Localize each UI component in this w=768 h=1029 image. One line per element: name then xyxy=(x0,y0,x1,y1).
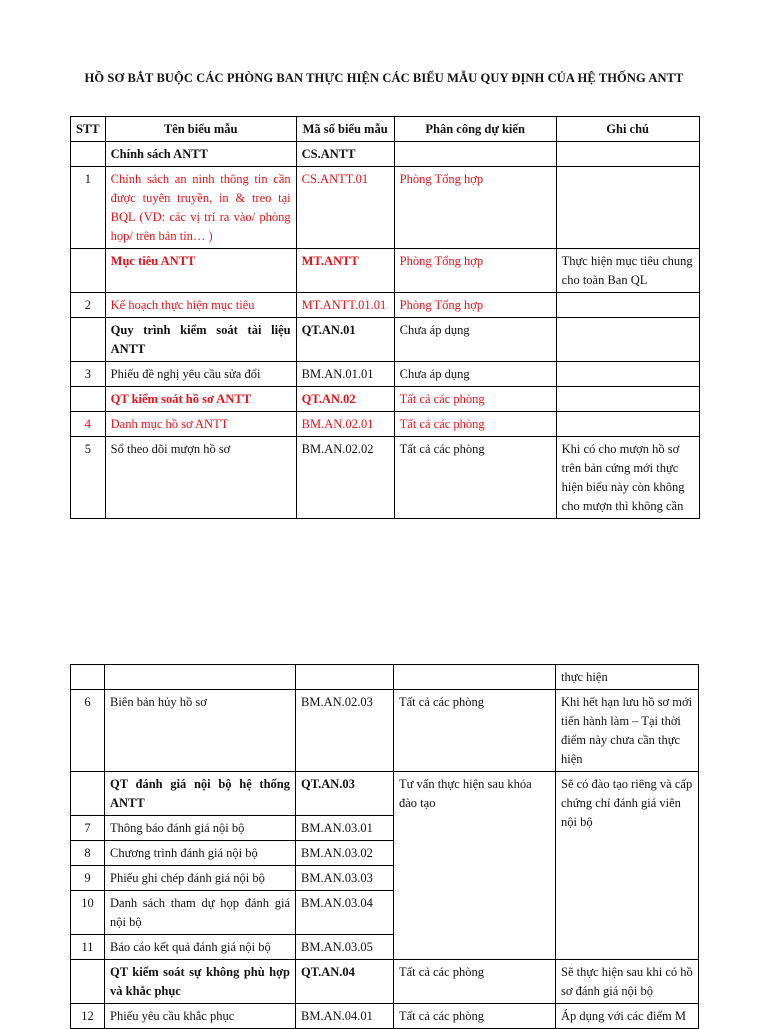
table-row xyxy=(71,1004,699,1029)
cell-assignment: Phòng Tổng hợp xyxy=(394,249,556,293)
cell-assignment: Tất cả các phòng xyxy=(394,690,556,772)
table-row xyxy=(71,167,700,249)
cell-note xyxy=(556,293,699,318)
cell-stt xyxy=(71,772,105,816)
cell-stt: 7 xyxy=(71,816,105,841)
cell-assignment: Tư vấn thực hiện sau khóa đào tạo xyxy=(394,772,556,960)
forms-table-part-2 xyxy=(70,664,699,1029)
cell-form-code xyxy=(296,665,394,690)
cell-form-code: BM.AN.03.04 xyxy=(296,891,394,935)
cell-form-code: BM.AN.03.02 xyxy=(296,841,394,866)
cell-note xyxy=(556,167,699,249)
cell-form-name: Biên bản hủy hồ sơ xyxy=(105,690,296,772)
cell-form-name: Quy trình kiểm soát tài liệu ANTT xyxy=(105,318,296,362)
cell-form-name: Phiếu yêu cầu khắc phục xyxy=(105,1004,296,1029)
table-row xyxy=(71,412,700,437)
table-header-row xyxy=(71,117,700,142)
cell-note xyxy=(556,412,699,437)
cell-form-name: Kế hoạch thực hiện mục tiêu xyxy=(105,293,296,318)
cell-form-code: CS.ANTT.01 xyxy=(296,167,394,249)
cell-assignment: Tất cả các phòng xyxy=(394,960,556,1004)
cell-form-name: Danh mục hồ sơ ANTT xyxy=(105,412,296,437)
cell-note xyxy=(556,387,699,412)
table-row xyxy=(71,387,700,412)
cell-assignment: Tất cả các phòng xyxy=(394,1004,556,1029)
cell-assignment: Chưa áp dụng xyxy=(394,318,556,362)
table-row xyxy=(71,362,700,387)
cell-form-code: MT.ANTT.01.01 xyxy=(296,293,394,318)
table-row xyxy=(71,665,699,690)
cell-form-name: Phiếu đề nghị yêu cầu sửa đổi xyxy=(105,362,296,387)
cell-note: Thực hiện mục tiêu chung cho toàn Ban QL xyxy=(556,249,699,293)
cell-form-code: QT.AN.01 xyxy=(296,318,394,362)
cell-stt: 4 xyxy=(71,412,106,437)
header-note: Ghi chú xyxy=(556,117,699,142)
cell-stt: 6 xyxy=(71,690,105,772)
cell-stt xyxy=(71,960,105,1004)
cell-form-name: Báo cáo kết quả đánh giá nội bộ xyxy=(105,935,296,960)
cell-stt: 2 xyxy=(71,293,106,318)
cell-assignment xyxy=(394,665,556,690)
cell-stt: 3 xyxy=(71,362,106,387)
cell-stt xyxy=(71,387,106,412)
cell-note xyxy=(556,142,699,167)
cell-stt xyxy=(71,318,106,362)
cell-stt xyxy=(71,142,106,167)
table-row xyxy=(71,249,700,293)
cell-note: Khi hết hạn lưu hồ sơ mới tiến hành làm – Tại thời điểm này chưa cần thực hiện xyxy=(556,690,699,772)
table-row xyxy=(71,690,699,772)
cell-note: thực hiện xyxy=(556,665,699,690)
cell-form-code: BM.AN.03.05 xyxy=(296,935,394,960)
table-row xyxy=(71,772,699,816)
cell-assignment: Phòng Tổng hợp xyxy=(394,293,556,318)
cell-assignment: Tất cả các phòng xyxy=(394,387,556,412)
cell-form-code: BM.AN.04.01 xyxy=(296,1004,394,1029)
cell-form-name: QT kiểm soát sự không phù hợp và khắc phục xyxy=(105,960,296,1004)
table-row xyxy=(71,293,700,318)
cell-form-code: BM.AN.03.03 xyxy=(296,866,394,891)
cell-form-name: Mục tiêu ANTT xyxy=(105,249,296,293)
cell-note: Khi có cho mượn hồ sơ trên bản cứng mới thực hiện biểu này còn không cho mượn thì không cần xyxy=(556,437,699,519)
cell-form-code: QT.AN.02 xyxy=(296,387,394,412)
cell-stt: 12 xyxy=(71,1004,105,1029)
cell-note: Sẽ thực hiện sau khi có hồ sơ đánh giá nội bộ xyxy=(556,960,699,1004)
cell-form-code: MT.ANTT xyxy=(296,249,394,293)
cell-form-name: Chính sách ANTT xyxy=(105,142,296,167)
cell-assignment xyxy=(394,142,556,167)
header-stt: STT xyxy=(71,117,106,142)
cell-form-name: QT đánh giá nội bộ hệ thống ANTT xyxy=(105,772,296,816)
cell-note: Sẽ có đào tạo riêng và cấp chứng chỉ đánh giá viên nội bộ xyxy=(556,772,699,960)
cell-form-code: BM.AN.03.01 xyxy=(296,816,394,841)
table-row xyxy=(71,960,699,1004)
cell-form-name: Chính sách an ninh thông tin cần được tuyên truyền, in & treo tại BQL (VD: các vị trí ra vào/ phòng họp/ trên bản tin… ) xyxy=(105,167,296,249)
cell-stt xyxy=(71,665,105,690)
cell-form-code: QT.AN.04 xyxy=(296,960,394,1004)
cell-stt: 10 xyxy=(71,891,105,935)
cell-form-name: Thông báo đánh giá nội bộ xyxy=(105,816,296,841)
cell-form-name: Chương trình đánh giá nội bộ xyxy=(105,841,296,866)
cell-assignment: Tất cả các phòng xyxy=(394,437,556,519)
table-row xyxy=(71,437,700,519)
header-form-code: Mã số biểu mẫu xyxy=(296,117,394,142)
cell-form-name: Phiếu ghi chép đánh giá nội bộ xyxy=(105,866,296,891)
forms-table-part-1 xyxy=(70,116,700,519)
cell-form-code: BM.AN.02.03 xyxy=(296,690,394,772)
cell-note: Áp dụng với các điểm M xyxy=(556,1004,699,1029)
header-form-name: Tên biểu mẫu xyxy=(105,117,296,142)
cell-stt: 9 xyxy=(71,866,105,891)
cell-form-name: Danh sách tham dự họp đánh giá nội bộ xyxy=(105,891,296,935)
cell-form-code: BM.AN.01.01 xyxy=(296,362,394,387)
cell-stt: 11 xyxy=(71,935,105,960)
header-assignment: Phân công dự kiến xyxy=(394,117,556,142)
cell-assignment: Chưa áp dụng xyxy=(394,362,556,387)
cell-form-code: BM.AN.02.02 xyxy=(296,437,394,519)
cell-form-name: QT kiểm soát hồ sơ ANTT xyxy=(105,387,296,412)
table-row xyxy=(71,142,700,167)
cell-stt: 5 xyxy=(71,437,106,519)
cell-form-name xyxy=(105,665,296,690)
cell-assignment: Tất cả các phòng xyxy=(394,412,556,437)
cell-form-code: CS.ANTT xyxy=(296,142,394,167)
cell-note xyxy=(556,362,699,387)
cell-stt: 8 xyxy=(71,841,105,866)
cell-stt xyxy=(71,249,106,293)
document-title: HỒ SƠ BẮT BUỘC CÁC PHÒNG BAN THỰC HIỆN CÁC BIỂU MẪU QUY ĐỊNH CỦA HỆ THỐNG ANTT xyxy=(84,71,684,85)
cell-form-code: QT.AN.03 xyxy=(296,772,394,816)
cell-form-name: Sổ theo dõi mượn hồ sơ xyxy=(105,437,296,519)
cell-note xyxy=(556,318,699,362)
cell-assignment: Phòng Tổng hợp xyxy=(394,167,556,249)
cell-stt: 1 xyxy=(71,167,106,249)
cell-form-code: BM.AN.02.01 xyxy=(296,412,394,437)
table-row xyxy=(71,318,700,362)
